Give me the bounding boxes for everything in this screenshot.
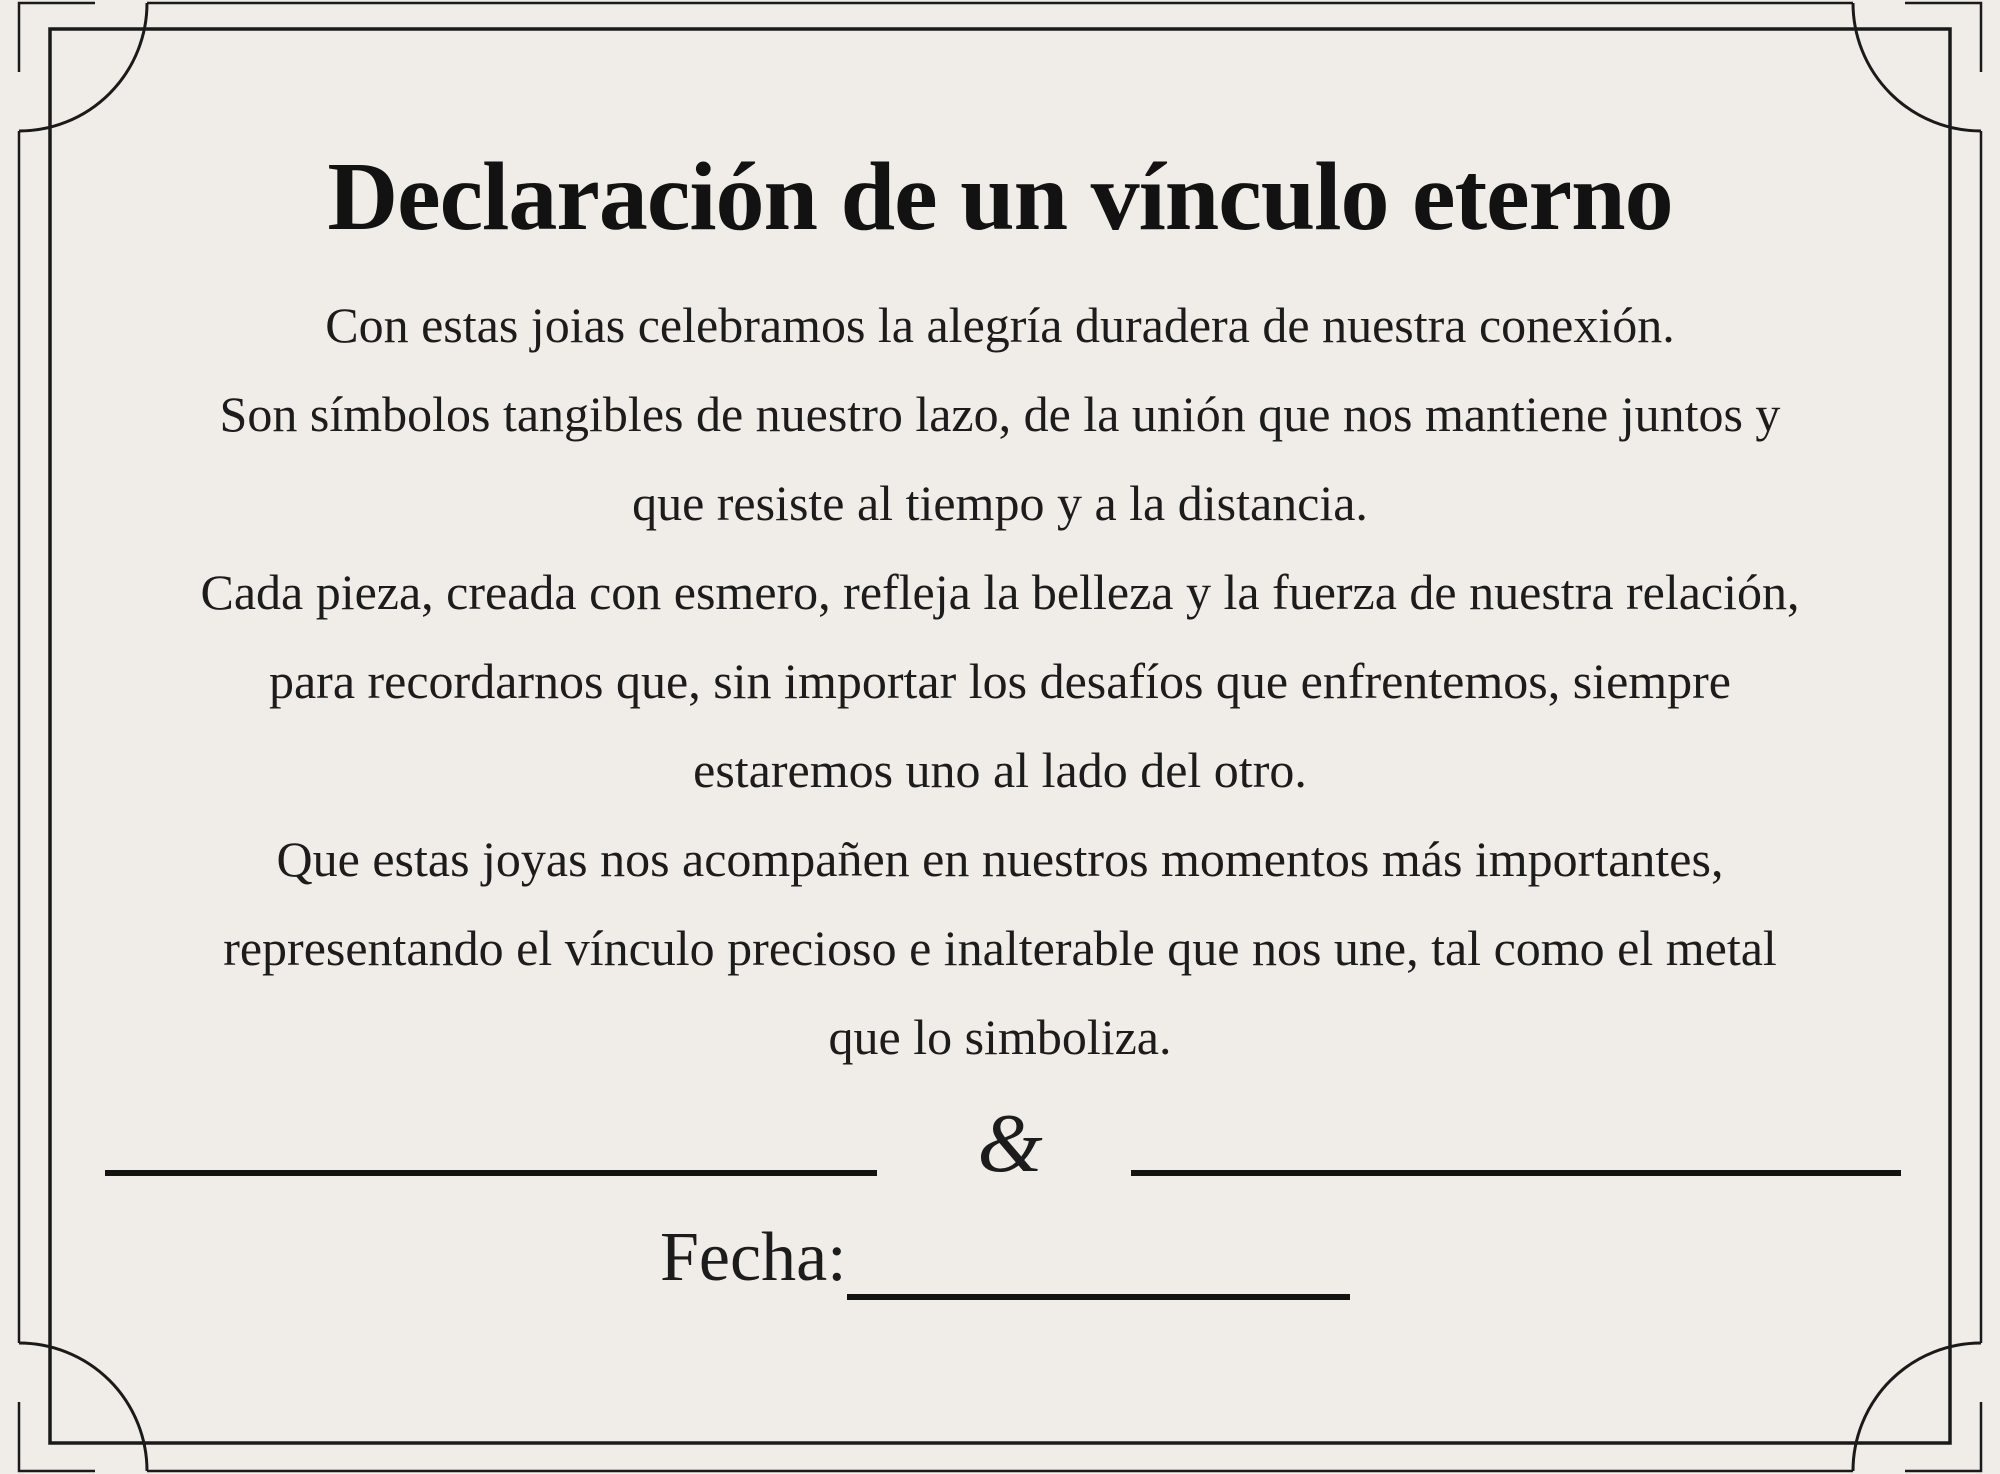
corner-arc-bottom-right: [1853, 1343, 1981, 1471]
corner-l-bottom-right: [1905, 1402, 1981, 1471]
ampersand: &: [977, 1097, 1043, 1190]
corner-l-top-left: [19, 3, 95, 72]
date-label: Fecha:: [660, 1219, 847, 1296]
declaration-body: [0, 281, 2000, 1082]
body-line: Son símbolos tangibles de nuestro lazo, de la unión que nos mantiene juntos y: [219, 386, 1781, 442]
body-line: que lo simboliza.: [828, 1009, 1172, 1065]
corner-l-top-right: [1905, 3, 1981, 72]
body-line: Que estas joyas nos acompañen en nuestros momentos más importantes,: [276, 831, 1724, 887]
corner-arc-top-right: [1853, 3, 1981, 131]
body-line: que resiste al tiempo y a la distancia.: [632, 475, 1368, 531]
date-blank-line: [847, 1294, 1350, 1300]
body-line: estaremos uno al lado del otro.: [693, 742, 1307, 798]
signature-line-left: [105, 1170, 877, 1176]
body-line: Con estas joias celebramos la alegría duradera de nuestra conexión.: [325, 297, 1675, 353]
corner-l-bottom-left: [19, 1402, 95, 1471]
corner-arc-top-left: [19, 3, 147, 131]
body-line: representando el vínculo precioso e inalterable que nos une, tal como el metal: [223, 920, 1777, 976]
body-line: Cada pieza, creada con esmero, refleja la belleza y la fuerza de nuestra relación,: [200, 564, 1800, 620]
signature-line-right: [1131, 1170, 1901, 1176]
page-title: Declaración de un vínculo eterno: [327, 143, 1673, 251]
corner-arc-bottom-left: [19, 1343, 147, 1471]
body-line: para recordarnos que, sin importar los desafíos que enfrentemos, siempre: [268, 653, 1731, 709]
